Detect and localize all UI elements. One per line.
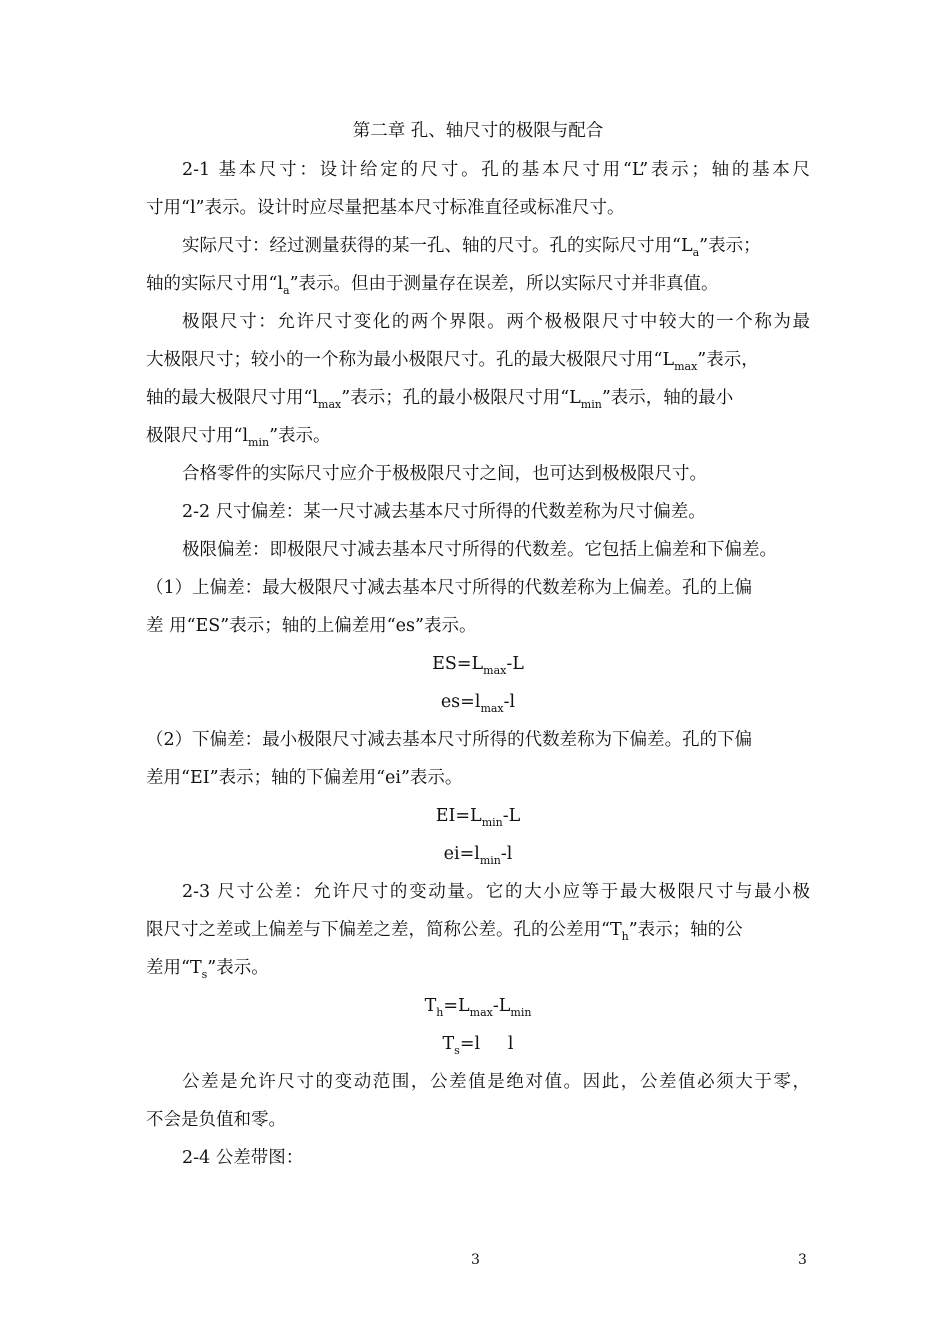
formula-es: $es=l_{max}-l$ — [440, 692, 516, 715]
tolerance-note-line1: 公差是允许尺寸的变动范围，公差值是绝对值。因此，公差值必须大于零， — [182, 1072, 810, 1092]
actual-size-line1: 实际尺寸：经过测量获得的某一孔、轴的尺寸。孔的实际尺寸用“$L_a$”表示； — [182, 236, 761, 259]
formula-ES: $ES=L_{max}-L$ — [432, 654, 524, 677]
page-number-right: 3 — [798, 1252, 807, 1268]
page-title: 第二章 孔、轴尺寸的极限与配合 — [352, 121, 604, 141]
lower-deviation-line1: （2）下偏差：最小极限尺寸减去基本尺寸所得的代数差称为下偏差。孔的下偏 — [146, 730, 753, 750]
section-2-4: 2-4 公差带图： — [182, 1148, 304, 1168]
actual-size-line2: 轴的实际尺寸用“$l_a$”表示。但由于测量存在误差，所以实际尺寸并非真值。 — [146, 274, 719, 297]
limit-size-line3: 轴的最大极限尺寸用“$l_{max}$”表示；孔的最小极限尺寸用“$L_{min}$”表示，轴的最小 — [146, 388, 734, 411]
tolerance-note-line2: 不会是负值和零。 — [146, 1110, 286, 1130]
section-2-3-line2: 限尺寸之差或上偏差与下偏差之差，简称公差。孔的公差用“$T_h$”表示；轴的公 — [146, 920, 743, 943]
formula-Ts: $T_s=l$ l — [442, 1034, 514, 1057]
section-2-3-line1: 2-3 尺寸公差：允许尺寸的变动量。它的大小应等于最大极限尺寸与最小极 — [182, 882, 810, 902]
section-2-2: 2-2 尺寸偏差：某一尺寸减去基本尺寸所得的代数差称为尺寸偏差。 — [182, 502, 706, 522]
lower-deviation-line2: 差用“EI”表示；轴的下偏差用“ei”表示。 — [146, 768, 463, 788]
section-2-3-line3: 差用“$T_s$”表示。 — [146, 958, 269, 981]
qualified-part-note: 合格零件的实际尺寸应介于极极限尺寸之间，也可达到极极限尺寸。 — [182, 464, 707, 484]
section-2-1-line2: 寸用“l”表示。设计时应尽量把基本尺寸标准直径或标准尺寸。 — [146, 198, 625, 218]
limit-deviation-note: 极限偏差：即极限尺寸减去基本尺寸所得的代数差。它包括上偏差和下偏差。 — [182, 540, 777, 560]
formula-EI: $EI=L_{min}-L$ — [435, 806, 521, 829]
limit-size-line1: 极限尺寸：允许尺寸变化的两个界限。两个极极限尺寸中较大的一个称为最 — [182, 312, 810, 332]
formula-ei: $ei=l_{min}-l$ — [443, 844, 513, 867]
section-2-1-line1: 2-1 基本尺寸：设计给定的尺寸。孔的基本尺寸用“L”表示；轴的基本尺 — [182, 160, 810, 180]
formula-Th: $T_h=L_{max}-L_{min}$ — [424, 996, 532, 1019]
limit-size-line4: 极限尺寸用“$l_{min}$”表示。 — [146, 426, 331, 449]
limit-size-line2: 大极限尺寸；较小的一个称为最小极限尺寸。孔的最大极限尺寸用“$L_{max}$”表示， — [146, 350, 759, 373]
page-number-center: 3 — [471, 1252, 480, 1268]
upper-deviation-line2: 差 用“ES”表示；轴的上偏差用“es”表示。 — [146, 616, 477, 636]
upper-deviation-line1: （1）上偏差：最大极限尺寸减去基本尺寸所得的代数差称为上偏差。孔的上偏 — [146, 578, 753, 598]
